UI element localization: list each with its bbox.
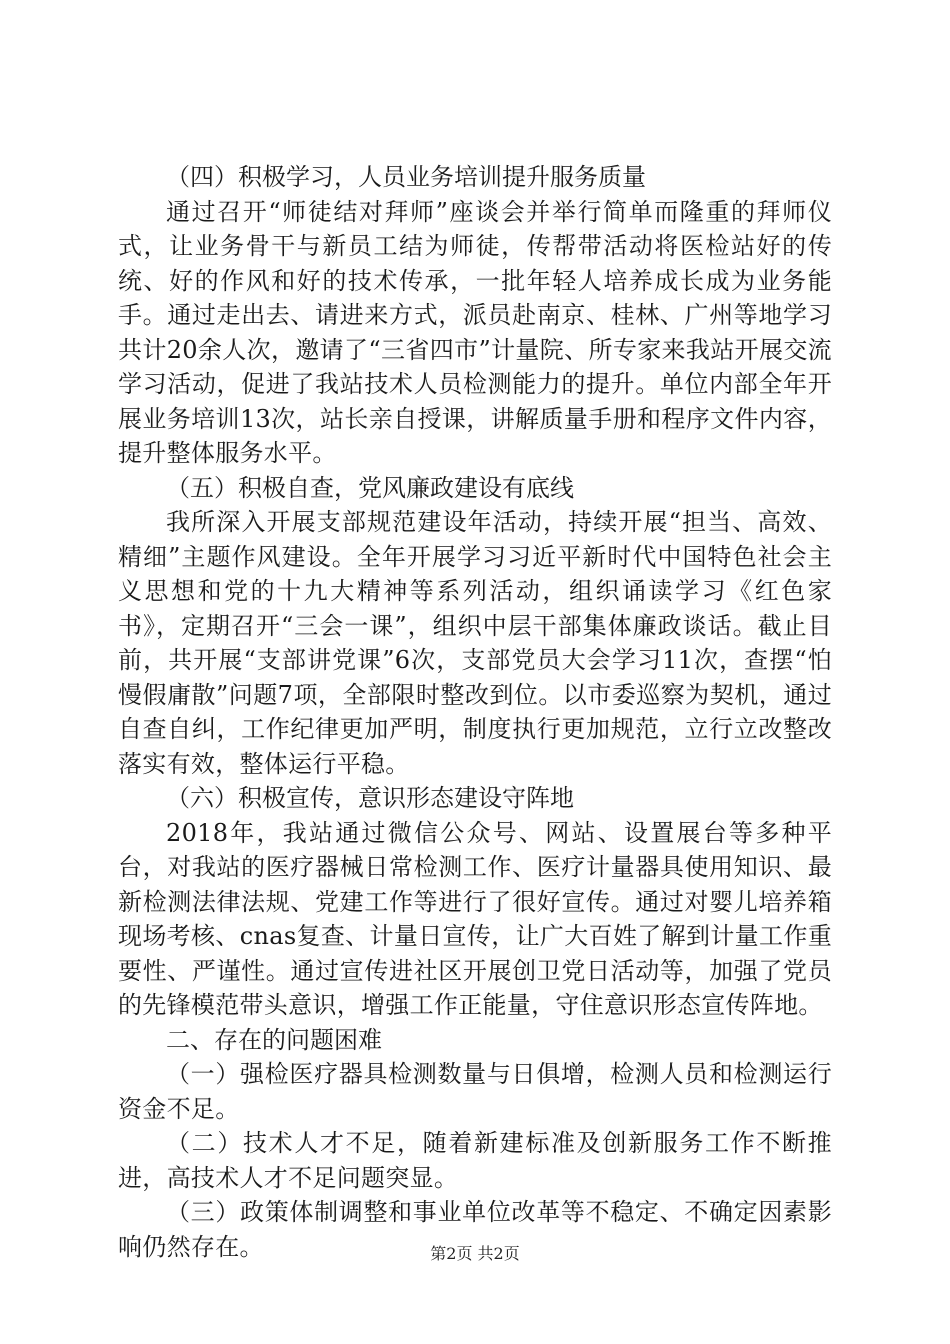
page-footer: 第2页 共2页 xyxy=(430,1244,520,1263)
section-body-6: 2018年，我站通过微信公众号、网站、设置展台等多种平台，对我站的医疗器械日常检测工作、医疗计量器具使用知识、最新检测法律法规、党建工作等进行了很好宣传。通过对婴儿培养箱现场考核、cnas复查、计量日宣传，让广大百姓了解到计量工作重要性、严谨性。通过宣传进社区开展创卫党日活动等，加强了党员的先锋模范带头意识，增强工作正能量，守住意识形态宣传阵地。 xyxy=(118,818,832,1019)
section-body-5: 我所深入开展支部规范建设年活动，持续开展“担当、高效、精细”主题作风建设。全年开展学习习近平新时代中国特色社会主义思想和党的十九大精神等系列活动，组织诵读学习《红色家书》，定期召开“三会一课”，组织中层干部集体廉政谈话。截止目前，共开展“支部讲党课”6次，支部党员大会学习11次，查摆“怕慢假庸散”问题7项，全部限时整改到位。以市委巡察为契机，通过自查自纠，工作纪律更加严明，制度执行更加规范，立行立改整改落实有效，整体运行平稳。 xyxy=(118,508,832,778)
problem-item-2: （二）技术人才不足，随着新建标准及创新服务工作不断推进，高技术人才不足问题突显。 xyxy=(118,1129,832,1192)
section-heading-4: （四）积极学习，人员业务培训提升服务质量 xyxy=(166,163,646,191)
problems-heading: 二、存在的问题困难 xyxy=(166,1025,382,1054)
section-heading-5: （五）积极自查，党风廉政建设有底线 xyxy=(166,473,574,502)
problem-item-1: （一）强检医疗器具检测数量与日俱增，检测人员和检测运行资金不足。 xyxy=(118,1060,832,1123)
document-page xyxy=(118,160,832,1264)
section-heading-6: （六）积极宣传，意识形态建设守阵地 xyxy=(166,784,574,812)
problem-item-3: （三）政策体制调整和事业单位改革等不稳定、不确定因素影响仍然存在。 xyxy=(118,1198,832,1261)
section-body-4: 通过召开“师徒结对拜师”座谈会并举行简单而隆重的拜师仪式，让业务骨干与新员工结为师徒，传帮带活动将医检站好的传统、好的作风和好的技术传承，一批年轻人培养成长成为业务能手。通过走出去、请进来方式，派员赴南京、桂林、广州等地学习共计20余人次，邀请了“三省四市”计量院、所专家来我站开展交流学习活动，促进了我站技术人员检测能力的提升。单位内部全年开展业务培训13次，站长亲自授课，讲解质量手册和程序文件内容，提升整体服务水平。 xyxy=(118,197,832,467)
